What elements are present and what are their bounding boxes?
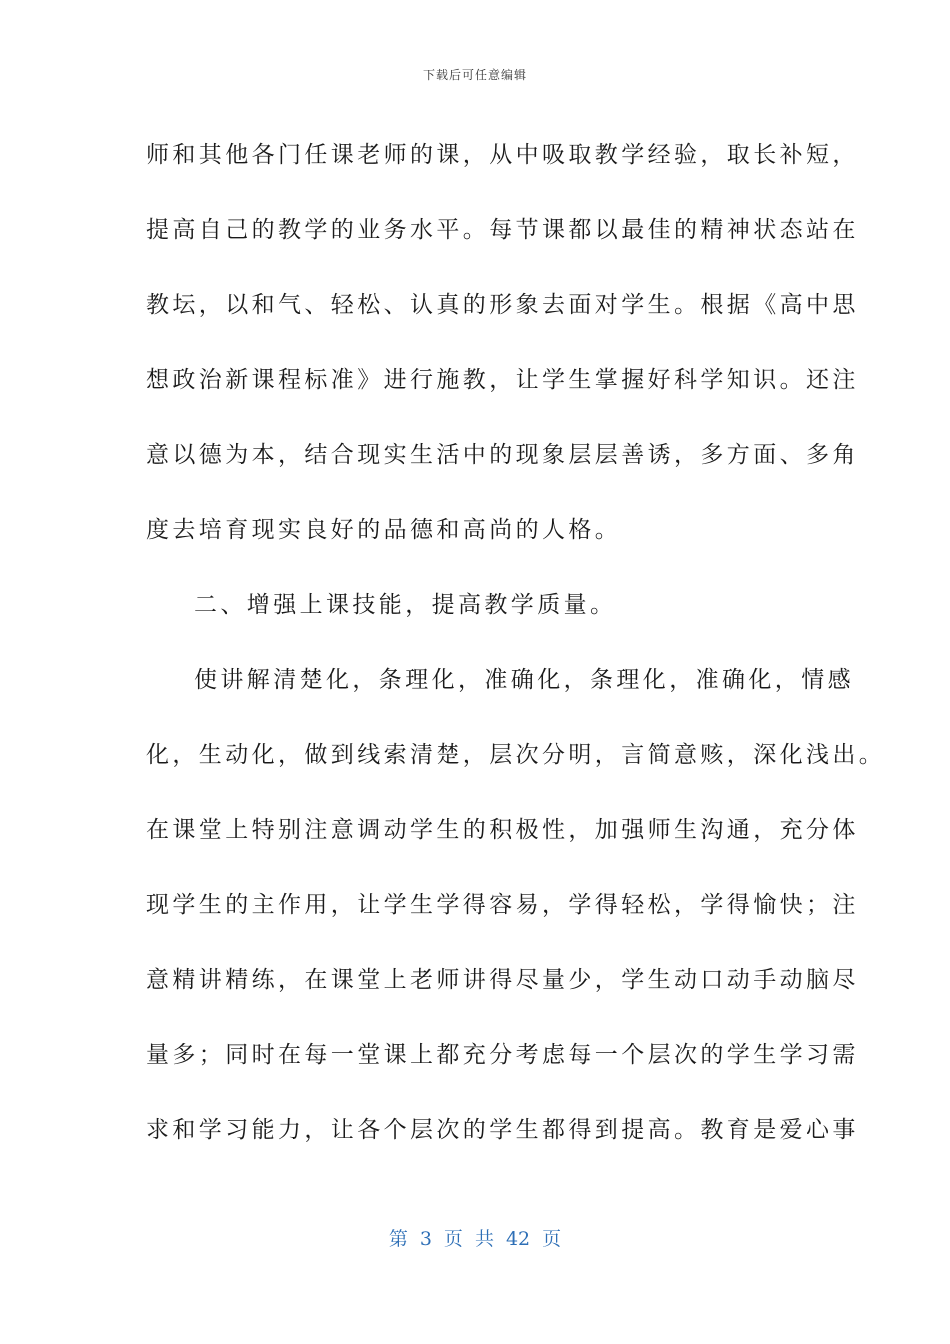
- paragraph-line: 求和学习能力，让各个层次的学生都得到提高。教育是爱心事: [146, 1117, 859, 1143]
- paragraph-line: 在课堂上特别注意调动学生的积极性，加强师生沟通，充分体: [146, 817, 859, 843]
- footer-prefix: 第: [388, 1228, 408, 1250]
- document-body: [146, 118, 886, 1168]
- page-header: 下载后可任意编辑: [422, 68, 527, 82]
- paragraph-line: 提高自己的教学的业务水平。每节课都以最佳的精神状态站在: [146, 217, 859, 243]
- paragraph-line: 量多；同时在每一堂课上都充分考虑每一个层次的学生学习需: [146, 1042, 859, 1068]
- footer-middle: 页 共: [443, 1228, 494, 1250]
- paragraph-line: 使讲解清楚化，条理化，准确化，条理化，准确化，情感: [194, 667, 854, 693]
- page-footer: [0, 1224, 950, 1251]
- paragraph-line: 意以德为本，结合现实生活中的现象层层善诱，多方面、多角: [146, 442, 859, 468]
- current-page-number: 3: [419, 1228, 432, 1250]
- paragraph-line: 想政治新课程标准》进行施教，让学生掌握好科学知识。还注: [146, 367, 859, 393]
- total-pages-number: 42: [505, 1228, 531, 1250]
- paragraph-line: 化，生动化，做到线索清楚，层次分明，言简意赅，深化浅出。: [146, 742, 886, 768]
- paragraph-line: 度去培育现实良好的品德和高尚的人格。: [146, 517, 622, 543]
- section-heading: 二、增强上课技能，提高教学质量。: [194, 592, 617, 618]
- paragraph-line: 现学生的主作用，让学生学得容易，学得轻松，学得愉快；注: [146, 892, 859, 918]
- paragraph-line: 师和其他各门任课老师的课，从中吸取教学经验，取长补短，: [146, 142, 859, 168]
- paragraph-line: 意精讲精练，在课堂上老师讲得尽量少，学生动口动手动脑尽: [146, 967, 859, 993]
- paragraph-line: 教坛，以和气、轻松、认真的形象去面对学生。根据《高中思: [146, 292, 859, 318]
- footer-suffix: 页: [542, 1228, 562, 1250]
